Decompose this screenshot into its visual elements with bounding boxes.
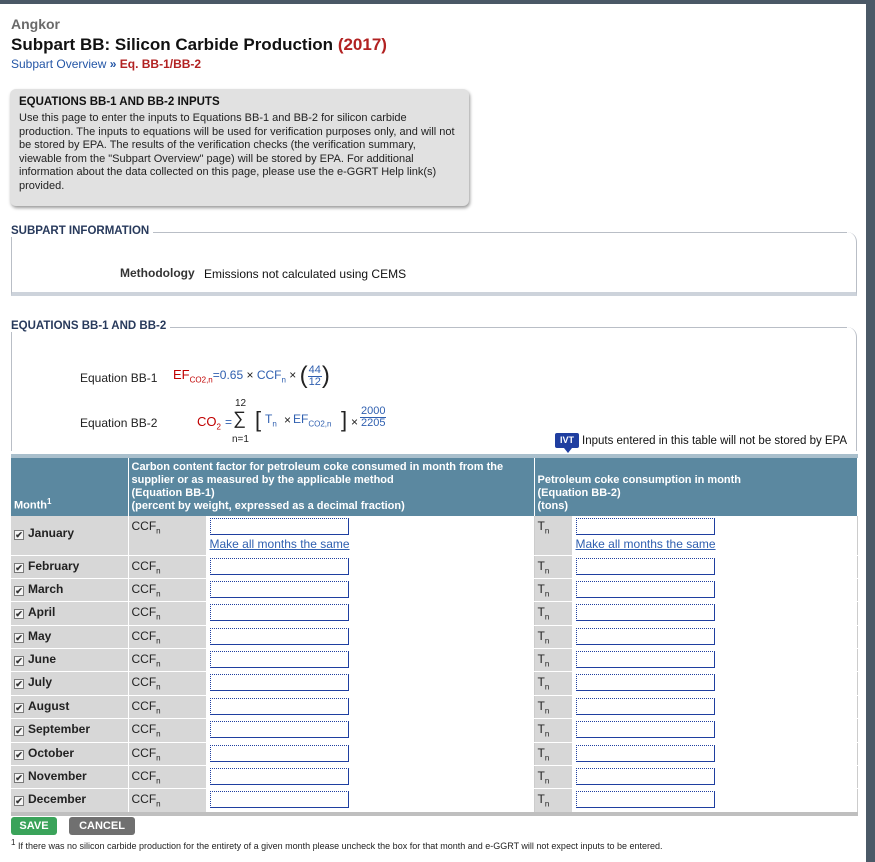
bb2-tn: $T_n$: [265, 412, 277, 429]
make-all-same-link[interactable]: Make all months the same: [209, 537, 350, 551]
table-row: [11, 672, 857, 695]
t-input-cell: [572, 742, 857, 765]
ccf-input-cell: [206, 649, 534, 672]
bb2-times-2: ×: [351, 415, 359, 429]
month-label: February: [28, 558, 80, 573]
month-checkbox[interactable]: ✔: [15, 773, 23, 784]
month-cell: [11, 766, 128, 789]
equations-heading: EQUATIONS BB-1 AND BB-2: [11, 320, 170, 332]
table-row: [11, 516, 857, 555]
t-input-cell: [572, 578, 857, 601]
bb1-constant: 0.65: [219, 368, 244, 383]
t-input-cell: [572, 789, 857, 814]
reporting-year: (2017): [337, 35, 387, 54]
page-title-text: Subpart BB: Silicon Carbide Production: [11, 35, 334, 54]
ccf-input-cell: [206, 766, 534, 789]
ccf-input[interactable]: [210, 674, 349, 691]
subpart-info-heading: SUBPART INFORMATION: [11, 225, 153, 237]
equation-bb1: [173, 362, 330, 390]
bb2-equals: =: [225, 415, 233, 429]
ccf-input[interactable]: [210, 768, 349, 785]
coke-consumption-input[interactable]: [576, 651, 715, 668]
month-cell: [11, 742, 128, 765]
make-all-same-link[interactable]: Make all months the same: [575, 537, 716, 551]
bb2-ef: $EF_{CO2,n}$: [293, 412, 332, 429]
ccf-input-cell: [206, 789, 534, 814]
month-cell: [11, 719, 128, 742]
ccf-input-cell: [206, 719, 534, 742]
t-symbol-cell: $T_n$: [534, 766, 572, 789]
col-ccf-header: Carbon content factor for petroleum coke consumed in month from the supplier or as measured by the applicable method (Equation BB-1) (percent by weight, expressed as a decimal fraction): [128, 456, 534, 516]
coke-consumption-input[interactable]: [576, 604, 715, 621]
coke-consumption-input[interactable]: [576, 745, 715, 762]
coke-consumption-input[interactable]: [576, 628, 715, 645]
month-cell: [11, 649, 128, 672]
ccf-input-cell: [206, 672, 534, 695]
t-symbol-cell: $T_n$: [534, 789, 572, 814]
save-button[interactable]: SAVE: [11, 817, 57, 835]
bb1-ccf-sub: n: [281, 375, 286, 385]
table-row: [11, 602, 857, 625]
ccf-symbol-cell: $CCF_n$: [128, 625, 206, 648]
table-row: [11, 742, 857, 765]
bb1-rparen: ): [321, 362, 330, 389]
ccf-input[interactable]: [210, 745, 349, 762]
month-label: September: [28, 722, 91, 737]
month-label: March: [28, 581, 64, 596]
month-cell: [11, 602, 128, 625]
t-input-cell: [572, 695, 857, 718]
monthly-inputs-table: [11, 454, 858, 816]
ccf-input[interactable]: [210, 628, 349, 645]
methodology-label: Methodology: [120, 266, 195, 280]
breadcrumb-separator: »: [109, 57, 117, 71]
coke-consumption-input[interactable]: [576, 518, 715, 535]
bb2-numerator: 2000: [361, 405, 386, 417]
equation-bb2-label: Equation BB-2: [80, 416, 158, 430]
coke-consumption-input[interactable]: [576, 698, 715, 715]
ccf-input[interactable]: [210, 518, 349, 535]
month-checkbox[interactable]: ✔: [15, 585, 23, 596]
month-checkbox[interactable]: ✔: [15, 609, 23, 620]
month-checkbox[interactable]: ✔: [15, 656, 23, 667]
month-checkbox[interactable]: ✔: [15, 726, 23, 737]
month-label: June: [28, 652, 57, 667]
coke-consumption-input[interactable]: [576, 674, 715, 691]
bb1-lparen: (: [299, 362, 308, 389]
month-label: May: [28, 628, 52, 643]
month-label: July: [28, 675, 53, 690]
ccf-input-cell: [206, 602, 534, 625]
facility-name: Angkor: [11, 16, 60, 32]
ivt-icon[interactable]: IVT: [555, 433, 579, 448]
ccf-symbol-cell: $CCF_n$: [128, 555, 206, 578]
t-symbol-cell: $T_n$: [534, 672, 572, 695]
bb1-times-2: ×: [289, 368, 297, 383]
bb1-ccf: CCF: [256, 368, 282, 383]
month-checkbox[interactable]: ✔: [15, 530, 23, 540]
instructions-box: [10, 89, 469, 206]
bb2-sum-top: 12: [235, 398, 247, 409]
month-cell: [11, 516, 128, 555]
window-scrollbar[interactable]: [866, 0, 875, 862]
methodology-value: Emissions not calculated using CEMS: [204, 267, 407, 281]
t-symbol-cell: $T_n$: [534, 649, 572, 672]
ccf-input-cell: [206, 516, 534, 555]
month-label: August: [28, 698, 70, 713]
ccf-input[interactable]: [210, 558, 349, 575]
bb1-denominator: 12: [308, 375, 321, 388]
coke-consumption-input[interactable]: [576, 558, 715, 575]
instructions-text: Use this page to enter the inputs to Equations BB-1 and BB-2 for silicon carbide production. The inputs to equations will be used for verification purposes only, and will not be stored by EPA. The results of the verification checks (the verification summary, viewable from the "Subpart Overview" page) will be stored by EPA. For additional information about the data collected on this page, please use the e-GGRT Help link(s) provided.: [19, 112, 455, 192]
bb1-times-1: ×: [246, 368, 254, 383]
table-row: [11, 625, 857, 648]
breadcrumb-current: Eq. BB-1/BB-2: [119, 57, 202, 71]
t-symbol-cell: $T_n$: [534, 555, 572, 578]
table-row: [11, 789, 857, 814]
bb2-sum-bottom: n=1: [232, 434, 249, 445]
month-checkbox[interactable]: ✔: [15, 562, 23, 573]
table-row: [11, 719, 857, 742]
ccf-input-cell: [206, 555, 534, 578]
ccf-symbol-cell: $CCF_n$: [128, 649, 206, 672]
coke-consumption-input[interactable]: [576, 581, 715, 598]
coke-consumption-input[interactable]: [576, 791, 715, 808]
ccf-symbol-cell: $CCF_n$: [128, 789, 206, 814]
month-checkbox[interactable]: ✔: [15, 796, 23, 807]
coke-consumption-input[interactable]: [576, 768, 715, 785]
t-input-cell: [572, 649, 857, 672]
month-checkbox[interactable]: ✔: [15, 679, 23, 690]
month-label: December: [28, 792, 87, 807]
ccf-input[interactable]: [210, 581, 349, 598]
month-cell: [11, 625, 128, 648]
t-input-cell: [572, 516, 857, 555]
bb2-rbracket: ]: [341, 407, 348, 432]
ccf-symbol-cell: $CCF_n$: [128, 578, 206, 601]
table-row: [11, 649, 857, 672]
ccf-input-cell: [206, 695, 534, 718]
ccf-input[interactable]: [210, 698, 349, 715]
bb1-ef: EF: [173, 367, 190, 383]
equation-bb1-label: Equation BB-1: [80, 371, 158, 385]
coke-consumption-input[interactable]: [576, 721, 715, 738]
col-month-header: Month$^1$: [11, 456, 128, 516]
bb2-sum-icon: ∑: [233, 408, 246, 428]
breadcrumb: [11, 57, 201, 71]
month-cell: [11, 695, 128, 718]
month-cell: [11, 555, 128, 578]
table-row: [11, 578, 857, 601]
bb1-ef-sub: CO2,n: [189, 375, 213, 385]
bb2-fraction: [360, 406, 386, 429]
subpart-info-panel: [11, 232, 857, 296]
t-input-cell: [572, 555, 857, 578]
t-input-cell: [572, 672, 857, 695]
table-row: [11, 766, 857, 789]
page-title: [11, 35, 387, 55]
ccf-symbol-cell: $CCF_n$: [128, 719, 206, 742]
month-checkbox[interactable]: ✔: [15, 702, 23, 713]
col-coke-header: Petroleum coke consumption in month (Equation BB-2) (tons): [534, 456, 857, 516]
bb2-denominator: 2205: [361, 417, 386, 429]
ccf-input-cell: [206, 742, 534, 765]
ccf-input-cell: [206, 625, 534, 648]
t-symbol-cell: $T_n$: [534, 719, 572, 742]
bb2-times-1: ×: [284, 413, 292, 427]
ccf-input[interactable]: [210, 604, 349, 621]
instructions-heading: EQUATIONS BB-1 AND BB-2 INPUTS: [19, 96, 220, 108]
ccf-symbol-cell: $CCF_n$: [128, 602, 206, 625]
month-label: October: [28, 745, 75, 760]
month-cell: [11, 672, 128, 695]
t-input-cell: [572, 602, 857, 625]
month-checkbox[interactable]: ✔: [15, 632, 23, 643]
ccf-symbol-cell: $CCF_n$: [128, 766, 206, 789]
t-symbol-cell: $T_n$: [534, 578, 572, 601]
ccf-symbol-cell: $CCF_n$: [128, 742, 206, 765]
footnote: $^1$ If there was no silicon carbide production for the entirety of a given month please uncheck the box for that month and e-GGRT will not expect inputs to be entered.: [11, 838, 663, 851]
ccf-input[interactable]: [210, 651, 349, 668]
t-symbol-cell: $T_n$: [534, 695, 572, 718]
t-symbol-cell: $T_n$: [534, 516, 572, 555]
ccf-symbol-cell: $CCF_n$: [128, 672, 206, 695]
equations-panel: [11, 327, 857, 451]
month-label: November: [28, 769, 87, 784]
month-label: April: [28, 605, 56, 620]
t-symbol-cell: $T_n$: [534, 742, 572, 765]
ccf-symbol-cell: $CCF_n$: [128, 695, 206, 718]
t-input-cell: [572, 719, 857, 742]
top-bar: [0, 0, 875, 4]
breadcrumb-subpart-overview[interactable]: Subpart Overview: [11, 57, 107, 71]
bb1-fraction: [308, 365, 322, 388]
month-cell: [11, 578, 128, 601]
bb1-equals: =: [212, 368, 220, 383]
ccf-symbol-cell: $CCF_n$: [128, 516, 206, 555]
ccf-input-cell: [206, 578, 534, 601]
month-label: January: [28, 526, 75, 540]
ivt-notice: Inputs entered in this table will not be stored by EPA: [582, 435, 848, 447]
bb2-co: $CO_2$: [197, 414, 221, 432]
t-input-cell: [572, 625, 857, 648]
bb1-numerator: 44: [308, 363, 321, 376]
t-input-cell: [572, 766, 857, 789]
ccf-input[interactable]: [210, 721, 349, 738]
month-cell: [11, 789, 128, 814]
t-symbol-cell: $T_n$: [534, 625, 572, 648]
bb2-lbracket: [: [255, 407, 262, 432]
cancel-button[interactable]: CANCEL: [69, 817, 135, 835]
t-symbol-cell: $T_n$: [534, 602, 572, 625]
month-checkbox[interactable]: ✔: [15, 749, 23, 760]
ccf-input[interactable]: [210, 791, 349, 808]
table-row: [11, 695, 857, 718]
table-row: [11, 555, 857, 578]
